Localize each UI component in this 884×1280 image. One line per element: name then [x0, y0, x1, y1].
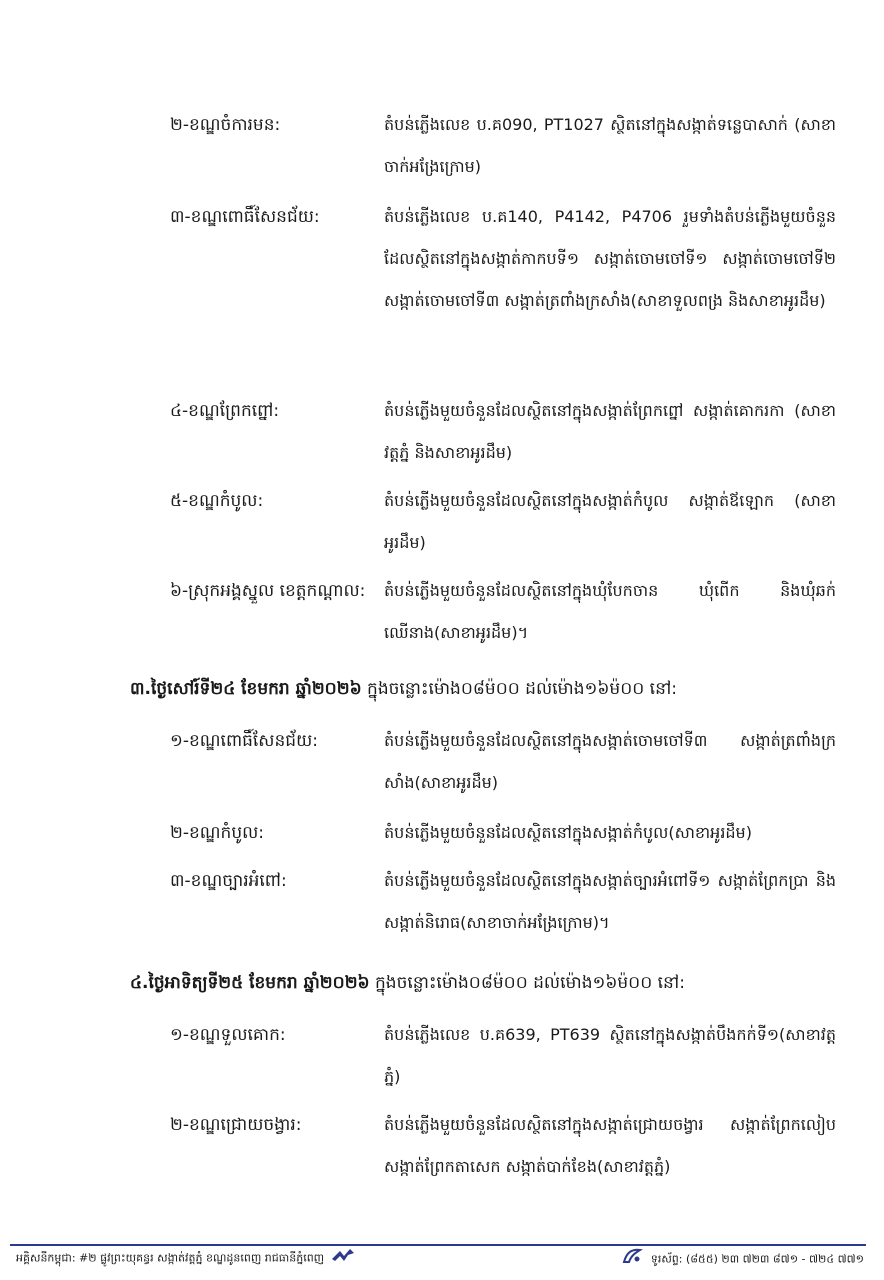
list-item	[170, 1014, 836, 1098]
district-description: តំបន់ភ្លើងមួយចំនួនដែលស្ថិតនៅក្នុងសង្កាត់ច្បារអំពៅទី១ សង្កាត់ព្រែកប្រា និងសង្កាត់និរោធ(សាខាចាក់អង្រែក្រោម)។	[384, 871, 836, 932]
list-item	[170, 390, 836, 474]
district-description: តំបន់ភ្លើងមួយចំនួនដែលស្ថិតនៅក្នុងសង្កាត់ចោមចៅទី៣ សង្កាត់ត្រពាំងក្រសាំង(សាខាអូរដឹម)	[384, 731, 836, 792]
section-heading	[130, 962, 850, 1004]
footer-phone-text: ទូរស័ព្ទ: (៨៥៥) ២៣ ៧២៣ ៨៧១ - ៧២៤ ៧៧១	[650, 1252, 864, 1266]
footer-address	[16, 1247, 356, 1270]
list-item	[170, 720, 836, 804]
district-label: ២-ខណ្ឌចំការមន:	[170, 115, 281, 135]
district-label: ២-ខណ្ឌកំបូល:	[170, 823, 265, 843]
footer-address-text: អគ្គិសនីកម្ពុជា: #២ ផ្លូវព្រះយុគន្ធរ សង្កាត់វត្តភ្នំ ខណ្ឌដូនពេញ រាជធានីភ្នំពេញ	[16, 1251, 325, 1265]
district-description: តំបន់ភ្លើងមួយចំនួនដែលស្ថិតនៅក្នុងសង្កាត់ជ្រោយចង្វារ សង្កាត់ព្រែកលៀប សង្កាត់ព្រែកតាសេក សង្កាត់បាក់ខែង(សាខាវត្តភ្នំ)	[384, 1115, 836, 1176]
district-description: តំបន់ភ្លើងលេខ ប.គ639, PT639 ស្ថិតនៅក្នុងសង្កាត់បឹងកក់ទី១(សាខាវត្តភ្នំ)	[384, 1025, 836, 1086]
district-label: ៣-ខណ្ឌពោធិ៍សែនជ័យ:	[170, 207, 320, 227]
list-item	[170, 1104, 836, 1188]
section-date: ៣.ថ្ងៃសៅរ៍ទី២៤ ខែមករា ឆ្នាំ២០២៦	[130, 679, 362, 699]
district-description: តំបន់ភ្លើងលេខ ប.គ140, P4142, P4706 រួមទាំងតំបន់ភ្លើងមួយចំនួនដែលស្ថិតនៅក្នុងសង្កាត់កាកបទី១ សង្កាត់ចោមចៅទី១ សង្កាត់ចោមចៅទី២ សង្កាត់ចោមចៅទី៣ សង្កាត់ត្រពាំងក្រសាំង(សាខាទួលពង្រ និងសាខាអូរដឹម)	[384, 207, 836, 310]
list-item	[170, 812, 836, 854]
district-label: ១-ខណ្ឌពោធិ៍សែនជ័យ:	[170, 731, 318, 751]
footer-contact	[621, 1247, 864, 1272]
phone-logo-icon	[621, 1247, 643, 1272]
district-label: ៤-ខណ្ឌព្រែកព្នៅ:	[170, 401, 280, 421]
district-description: តំបន់ភ្លើងមួយចំនួនដែលស្ថិតនៅក្នុងឃុំបែកចាន ឃុំពើក និងឃុំឆក់ឈើនាង(សាខាអូរដឹម)។	[384, 581, 836, 642]
district-description: តំបន់ភ្លើងមួយចំនួនដែលស្ថិតនៅក្នុងសង្កាត់កំបូល(សាខាអូរដឹម)	[384, 823, 752, 842]
edc-logo-icon	[330, 1247, 356, 1270]
list-item	[170, 104, 836, 188]
list-item	[170, 480, 836, 564]
district-label: ៦-ស្រុកអង្គស្នួល ខេត្តកណ្ដាល:	[170, 581, 366, 601]
district-label: ៣-ខណ្ឌច្បារអំពៅ:	[170, 871, 287, 891]
district-description: តំបន់ភ្លើងមួយចំនួនដែលស្ថិតនៅក្នុងសង្កាត់ព្រែកព្នៅ សង្កាត់គោករកា (សាខាវត្តភ្នំ និងសាខាអូរដឹម)	[384, 401, 836, 462]
district-label: ៥-ខណ្ឌកំបូល:	[170, 491, 264, 511]
list-item	[170, 570, 836, 654]
district-description: តំបន់ភ្លើងមួយចំនួនដែលស្ថិតនៅក្នុងសង្កាត់កំបូល សង្កាត់ឪឡោក (សាខាអូរដឹម)	[384, 491, 836, 552]
section-time: ក្នុងចន្លោះម៉ោង០៨ម៉០០ ដល់ម៉ោង១៦ម៉០០ នៅ:	[361, 679, 677, 699]
district-label: ១-ខណ្ឌទួលគោក:	[170, 1025, 286, 1045]
list-item	[170, 196, 836, 376]
district-description: តំបន់ភ្លើងលេខ ប.គ090, PT1027 ស្ថិតនៅក្នុងសង្កាត់ទន្លេបាសាក់ (សាខាចាក់អង្រែក្រោម)	[384, 115, 836, 176]
section-heading	[130, 668, 850, 710]
section-date: ៤.ថ្ងៃអាទិត្យទី២៥ ខែមករា ឆ្នាំ២០២៦	[130, 973, 370, 993]
district-label: ២-ខណ្ឌជ្រោយចង្វារ:	[170, 1115, 302, 1135]
list-item	[170, 860, 836, 944]
section-time: ក្នុងចន្លោះម៉ោង០៨ម៉០០ ដល់ម៉ោង១៦ម៉០០ នៅ:	[369, 973, 685, 993]
footer-divider	[10, 1244, 866, 1246]
